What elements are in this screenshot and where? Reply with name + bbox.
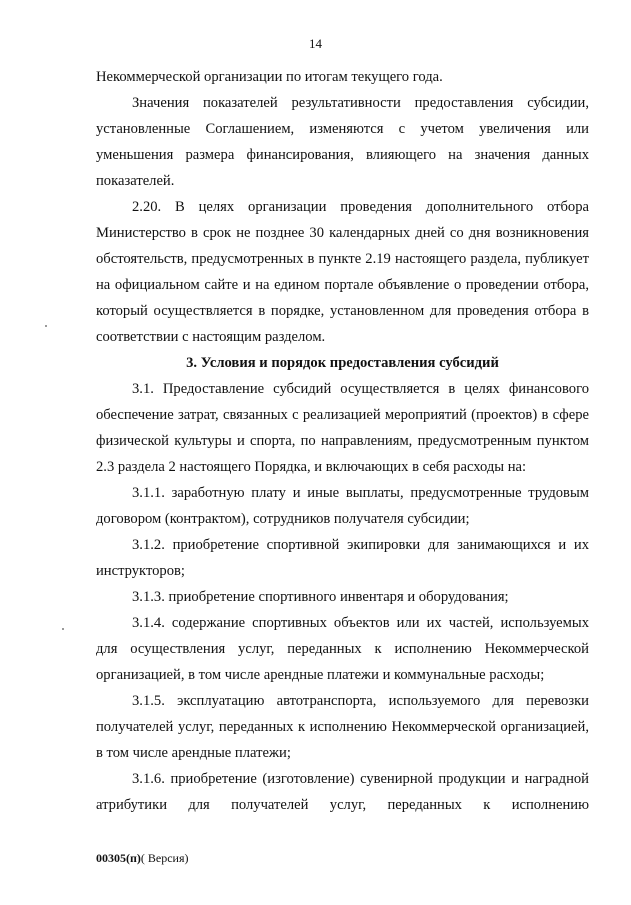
paragraph-2-20: 2.20. В целях организации проведения дополнительного отбора Министерство в срок не позднее 30 календарных дней со дня возникновения обстоятельств, предусмотренных в пункте 2.19 настоящего раздела, публикует на официальном сайте и на едином портале объявление о проведении отбора, который осуществляется в порядке, установленном для проведения отбора в соответствии с настоящим разделом. [96, 199, 589, 345]
paragraph-3-1-2: 3.1.2. приобретение спортивной экипировки для занимающихся и их инструкторов; [96, 537, 589, 579]
paragraph-3-1-1: 3.1.1. заработную плату и иные выплаты, предусмотренные трудовым договором (контрактом), сотрудников получателя субсидии; [96, 485, 589, 527]
paragraph-3-1: 3.1. Предоставление субсидий осуществляется в целях финансового обеспечение затрат, связанных с реализацией мероприятий (проектов) в сфере физической культуры и спорта, по направлениям, предусмотренным пунктом 2.3 раздела 2 настоящего Порядка, и включающих в себя расходы на: [96, 381, 589, 475]
document-body [96, 64, 589, 818]
paragraph-3-1-3: 3.1.3. приобретение спортивного инвентаря и оборудования; [132, 589, 509, 605]
paragraph-3-1-4: 3.1.4. содержание спортивных объектов или их частей, используемых для осуществления услуг, переданных к исполнению Некоммерческой организацией, в том числе арендные платежи и коммунальные расходы; [96, 615, 589, 683]
section-heading: 3. Условия и порядок предоставления субсидий [186, 355, 499, 371]
footer-code-number: 00305(п) [96, 851, 141, 865]
paragraph-indicator-values: Значения показателей результативности предоставления субсидии, установленные Соглашением, изменяются с учетом увеличения или уменьшения размера финансирования, влияющего на значения данных показателей. [96, 95, 589, 189]
footer-document-code [96, 851, 189, 866]
page-number: 14 [309, 36, 322, 51]
scan-speck [45, 325, 47, 327]
footer-code-version: ( Версия) [140, 851, 189, 865]
paragraph-3-1-6: 3.1.6. приобретение (изготовление) сувенирной продукции и наградной атрибутики для получателей услуг, переданных к исполнению [96, 771, 589, 813]
paragraph-3-1-5: 3.1.5. эксплуатацию автотранспорта, используемого для перевозки получателей услуг, переданных к исполнению Некоммерческой организацией, в том числе арендные платежи; [96, 693, 589, 761]
scan-speck [62, 628, 64, 630]
paragraph-continuation: Некоммерческой организации по итогам текущего года. [96, 69, 443, 85]
